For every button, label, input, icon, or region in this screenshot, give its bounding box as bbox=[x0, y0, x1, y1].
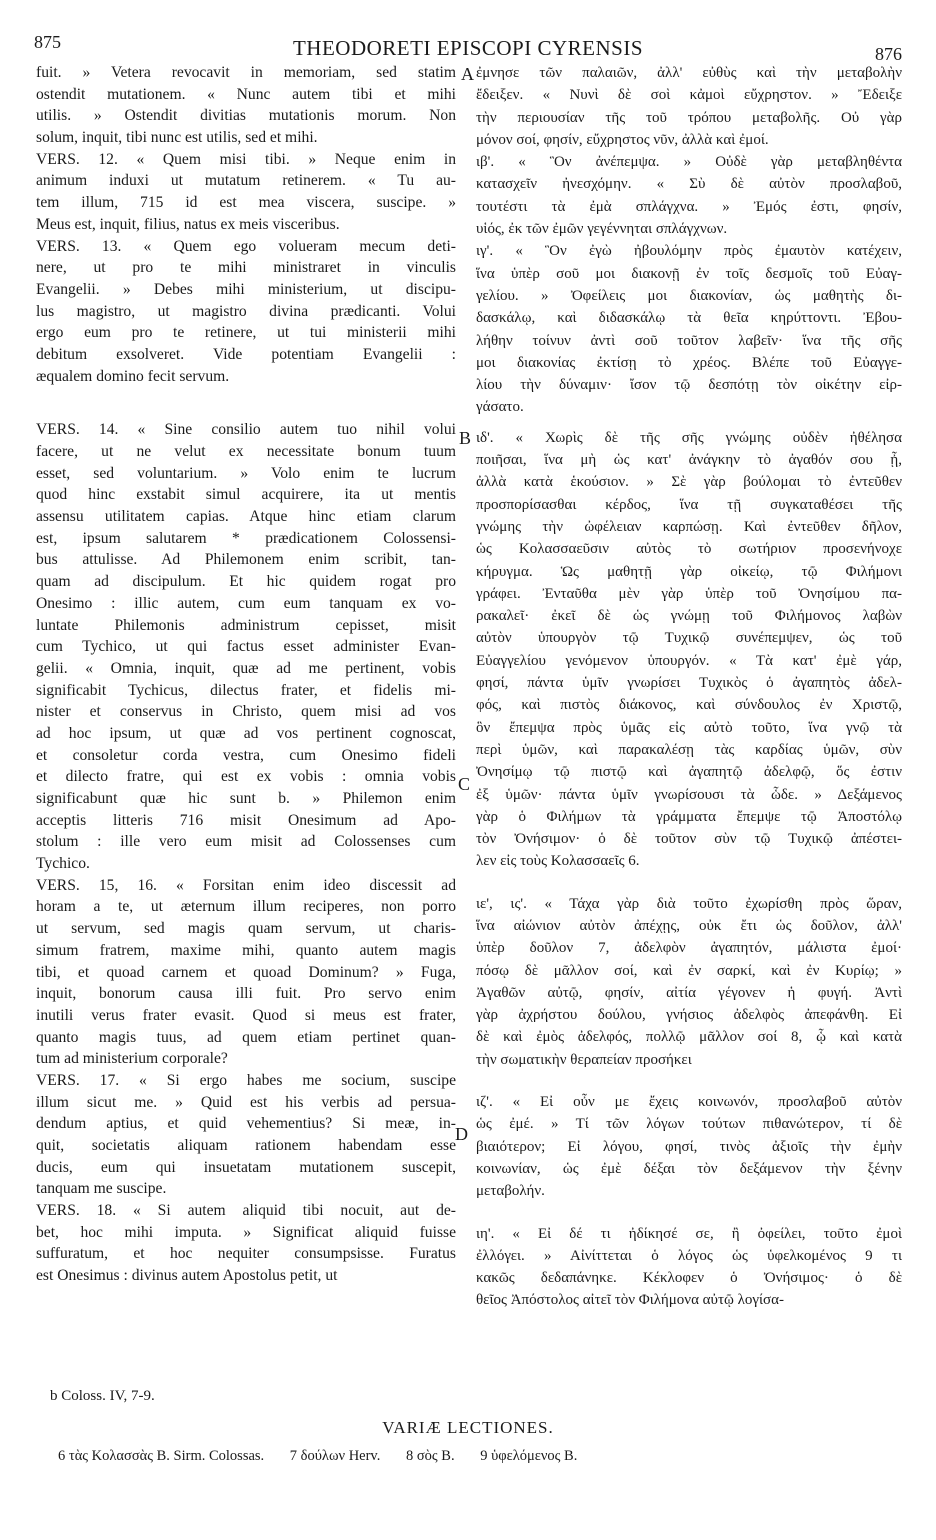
greek-paragraph bbox=[476, 1091, 902, 1202]
latin-paragraph bbox=[36, 149, 456, 236]
text-line: Onesimo : illic autem, cum eum tanquam ex vo- bbox=[36, 594, 456, 612]
text-line: significabit Tychicus, dilectus frater, et fidelis mi- bbox=[36, 681, 456, 699]
text-line: Ὀνησίμῳ τῷ πιστῷ καὶ ἀγαπητῷ ἀδελφῷ, ὅς ἐστιν bbox=[476, 764, 902, 781]
text-line: λήθην τοίνυν ἀντὶ σοῦ τοῦτον λαβεῖν· ἵνα τῆς σῆς bbox=[476, 332, 902, 349]
text-line: ἵνα ὑπὲρ σοῦ μοι διακονῇ ἐν τοῖς δεσμοῖς τοῦ Εὐαγ- bbox=[476, 265, 902, 282]
latin-column bbox=[36, 62, 456, 1287]
text-line: solum, inquit, tibi nunc est utilis, sed et mihi. bbox=[36, 129, 318, 147]
margin-letter-b: B bbox=[459, 428, 472, 448]
text-line: utilis. » Ostendit divitias mutationis morum. Non bbox=[36, 107, 456, 125]
text-line: illum sicut me. » Quid est his verbis ad persua- bbox=[36, 1093, 456, 1111]
text-line: horam a te, ut æternum illum reciperes, non porro bbox=[36, 898, 456, 916]
text-line: λεν εἰς τοὺς Κολασσαεῖς 6. bbox=[476, 853, 640, 870]
text-line: esset, sed voluntarium. » Volo enim te lucrum bbox=[36, 464, 456, 482]
latin-paragraph bbox=[36, 419, 456, 874]
text-line: VERS. 14. « Sine consilio autem tuo nihil volui bbox=[36, 421, 456, 439]
text-line: ιζ'. « Εἰ οὖν με ἔχεις κοινωνόν, προσλαβοῦ αὐτὸν bbox=[476, 1094, 902, 1111]
text-line: κήρυγμα. Ὡς μαθητῇ γὰρ οἰκείῳ, τῷ Φιλήμονι bbox=[476, 563, 902, 580]
text-line: ιγ'. « Ὃν ἐγὼ ἠβουλόμην πρὸς ἐμαυτὸν κατέχειν, bbox=[476, 243, 902, 260]
text-line: ὡς Κολασσαεῦσιν αὐτὸς τὸ σωτήριον προσενήνοχε bbox=[476, 541, 902, 558]
text-line: VERS. 15, 16. « Forsitan enim ideo discessit ad bbox=[36, 876, 456, 894]
text-line: ὃν ἔπεμψα πρὸς ὑμᾶς εἰς αὐτὸ τοῦτο, ἵνα γνῷ τὰ bbox=[476, 719, 902, 736]
text-line: quanto magis tuus, ad quem etiam pertinet quan- bbox=[36, 1028, 456, 1046]
text-line: κοινωνίαν, ὡς ἐμὲ δέξαι τὸν δεξάμενον τὴν ξένην bbox=[476, 1160, 902, 1177]
text-line: ρακαλεῖ· ἐκεῖ δὲ ὡς γνώμῃ τοῦ Φιλήμονος λαβὼν bbox=[476, 608, 902, 625]
text-line: gelii. « Omnia, inquit, quæ ad me pertinent, vobis bbox=[36, 659, 456, 677]
latin-paragraph bbox=[36, 875, 456, 1070]
greek-paragraph bbox=[476, 240, 902, 418]
page-number-left: 875 bbox=[34, 32, 61, 52]
greek-paragraph bbox=[476, 62, 902, 151]
text-line: ut servum, sed magis quam servum, ut charis- bbox=[36, 920, 456, 938]
text-line: Ἀγαθῶν αὐτῷ, φησίν, αἰτία γέγονεν ἡ φυγή. Ἀντὶ bbox=[476, 984, 902, 1001]
page-number-right: 876 bbox=[875, 44, 902, 64]
text-line: πόσῳ δὲ μᾶλλον σοί, καὶ ἐν σαρκί, καὶ ἐν Κυρίῳ; » bbox=[476, 962, 902, 979]
text-line: inquit, bonorum causa illi fuit. Pro servo enim bbox=[36, 985, 456, 1003]
text-line: ποιῆσαι, ἵνα μὴ ὡς κατ' ἀνάγκην τὸ ἀγαθόν σου ᾖ, bbox=[476, 452, 902, 469]
text-line: γράφει. Ἐνταῦθα μὲν γὰρ ὑπὲρ τοῦ Ὀνησίμου πα- bbox=[476, 585, 902, 602]
greek-paragraph bbox=[476, 151, 902, 240]
text-line: nister et conservus in Christo, quem misi ad vos bbox=[36, 703, 456, 721]
text-line: dendum aptius, et quid vehementius? Si meæ, in- bbox=[36, 1115, 456, 1133]
text-line: tem illum, 715 id est mea viscera, suscipe. » bbox=[36, 194, 456, 212]
text-line: animum induxi ut mutatum retinerem. « Tu au- bbox=[36, 172, 456, 190]
text-line: tanquam me suscipe. bbox=[36, 1180, 167, 1198]
text-line: lus magistro, ut magistro divina prædicanti. Volui bbox=[36, 302, 456, 320]
text-line: tibi, et quoad carnem et quoad Dominum? » Fuga, bbox=[36, 963, 456, 981]
text-line: ergo eum pro te retinere, ut tui ministerii mihi bbox=[36, 324, 456, 342]
text-line: υἱός, ἐκ τῶν ἐμῶν γεγέννηται σπλάγχνων. bbox=[476, 221, 728, 238]
text-line: VERS. 12. « Quem misi tibi. » Neque enim in bbox=[36, 150, 456, 168]
text-line: γνώμης τὴν ὠφέλειαν καρπώσῃ. Καὶ ἐντεῦθεν δῆλον, bbox=[476, 518, 902, 535]
text-line: ἀλλὰ κατὰ ἑκούσιον. » Σὲ γὰρ βούλομαι τὸ ἐντεῦθεν bbox=[476, 474, 902, 491]
margin-letter-a: A bbox=[461, 64, 474, 84]
text-line: Evangelii. » Debes mihi ministerium, ut discipu- bbox=[36, 280, 456, 298]
text-line: ὡς ἐμέ. » Τί τῶν λόγων τούτων πιθανώτερον, τί δὲ bbox=[476, 1116, 902, 1133]
text-line: γὰρ ὁ Φιλήμων τὰ γράμματα ἔπεμψε τῷ Ἀποστόλῳ bbox=[476, 808, 902, 825]
text-line: ἐμνησε τῶν παλαιῶν, ἀλλ' εὐθὺς καὶ τὴν μεταβολὴν bbox=[476, 65, 902, 81]
greek-paragraph bbox=[476, 1223, 902, 1312]
text-line: ιδ'. « Χωρὶς δὲ τῆς σῆς γνώμης οὐδὲν ἠθέλησα bbox=[476, 429, 902, 446]
text-line: τὴν περιουσίαν τῆς τοῦ τρόπου μεταβολῆς. Οὐ γὰρ bbox=[476, 109, 902, 126]
text-line: Tychico. bbox=[36, 855, 90, 873]
text-line: significabunt quæ hic sunt b. » Philemon enim bbox=[36, 790, 456, 807]
text-line: ostendit mutationem. « Nunc autem tibi et mihi bbox=[36, 85, 456, 103]
text-line: Εὐαγγελίου γενόμενον ὑπουργόν. « Τὰ κατ' ἐμὲ γάρ, bbox=[476, 652, 902, 669]
variant-reading: 9 ὑφελόμενος B. bbox=[480, 1448, 578, 1464]
text-line: debitum exsolveret. Vide potentiam Evangelii : bbox=[36, 345, 456, 363]
text-line: θεῖος Ἀπόστολος αἰτεῖ τὸν Φιλήμονα αὐτῷ λογίσα- bbox=[476, 1292, 784, 1309]
text-line: ιε', ις'. « Τάχα γὰρ διὰ τοῦτο ἐχωρίσθη πρὸς ὥραν, bbox=[476, 895, 902, 912]
latin-paragraph bbox=[36, 62, 456, 149]
text-line: λίου τὴν δύναμιν· ἴσον τῷ δεσπότῃ τὸν οἰκέτην εἰρ- bbox=[476, 377, 902, 394]
text-line: quam ad discipulum. Et hic quidem rogat pro bbox=[36, 573, 456, 591]
text-line: μόνον σοί, φησίν, εὔχρηστος νῦν, ἀλλὰ καὶ ἐμοί. bbox=[476, 131, 769, 148]
text-line: facere, ut ne velut ex necessitate bonum tuum bbox=[36, 443, 456, 460]
text-line: nere, ut pro te mihi ministraret in vinculis bbox=[36, 259, 456, 277]
text-line: δὲ καὶ ἐμὸς ἀδελφός, πολλῷ μᾶλλον σοί 8, ᾧ καὶ κατὰ bbox=[476, 1029, 902, 1046]
text-line: bus attulisse. Ad Philemonem enim scribit, tan- bbox=[36, 551, 456, 569]
variant-reading: 6 τὰς Κολασσὰς B. Sirm. Colossas. bbox=[58, 1448, 265, 1464]
text-line: αὐτὸν ὑπουργὸν τῷ Τυχικῷ συνέπεμψεν, ὡς τοῦ bbox=[476, 630, 902, 647]
text-line: μοι διακονίας ἐκτίσῃ τὸ χρέος. Βλέπε τοῦ Εὐαγγε- bbox=[476, 354, 902, 371]
text-line: Meus est, inquit, filius, natus ex meis visceribus. bbox=[36, 215, 340, 233]
text-line: ὑπὲρ δοῦλον 7, ἀδελφὸν ἀγαπητόν, μάλιστα ἐμοί· bbox=[476, 940, 902, 957]
text-line: et consoletur corda vestra, cum Onesimo fideli bbox=[36, 746, 456, 764]
text-line: ἔδειξεν. « Νυνὶ δὲ σοὶ κἀμοὶ εὔχρηστον. » Ἔδειξε bbox=[476, 87, 902, 104]
text-line: æqualem domino fecit servum. bbox=[36, 367, 230, 385]
variae-lectiones-title: VARIÆ LECTIONES. bbox=[382, 1418, 554, 1437]
text-line: suffuratum, et hoc nequiter consumpsisse. Furatus bbox=[36, 1245, 456, 1263]
text-line: μεταβολήν. bbox=[476, 1183, 545, 1200]
text-line: luntate Philemonis administrum cepisset, misit bbox=[36, 616, 456, 634]
greek-paragraph bbox=[476, 893, 902, 1071]
text-line: κακῶς δεδαπάνηκε. Κέκλοφεν ὁ Ὀνήσιμος· ὁ δὲ bbox=[476, 1270, 902, 1287]
text-line: ιη'. « Εἰ δέ τι ἠδίκησέ σε, ἢ ὀφείλει, τοῦτο ἐμοὶ bbox=[476, 1225, 902, 1242]
text-line: προσπορίσασθαι κέρδος, ἵνα τῇ συγκαταθέσει τῆς bbox=[476, 496, 902, 513]
text-line: ad hoc ipsum, ut quæ ad vos pertinent cognoscat, bbox=[36, 724, 456, 742]
text-line: τουτέστι τὰ ἐμὰ σπλάγχνα. » Ἐμός ἐστι, φησίν, bbox=[476, 198, 902, 215]
latin-paragraph bbox=[36, 1200, 456, 1287]
running-title: THEODORETI EPISCOPI CYRENSIS bbox=[292, 36, 644, 60]
text-line: inutili verus frater evasit. Quod si meus est frater, bbox=[36, 1006, 456, 1024]
text-line: γελίου. » Ὀφείλεις μοι διακονίαν, ὡς μαθητὴς δι- bbox=[476, 287, 902, 304]
text-line: simum fratrem, maxime mihi, quanto autem magis bbox=[36, 941, 456, 959]
text-line: est, ipsum salutarem * prædicationem Colossensi- bbox=[36, 529, 456, 547]
variae-lectiones-list bbox=[58, 1448, 918, 1465]
text-line: quit, societatis aliquam rationem habendam esse bbox=[36, 1137, 456, 1154]
text-line: ἐξ ὑμῶν· πάντα ὑμῖν γνωρίσουσι τὰ ὧδε. » Δεξάμενος bbox=[476, 786, 902, 803]
text-line: fuit. » Vetera revocavit in memoriam, sed statim bbox=[36, 64, 456, 81]
text-line: φός, καὶ πιστὸς διάκονος, καὶ σύνδουλος ἐν Χριστῷ, bbox=[476, 697, 902, 714]
text-line: est Onesimus : divinus autem Apostolus petit, ut bbox=[36, 1267, 338, 1285]
greek-paragraph bbox=[476, 427, 902, 873]
latin-paragraph bbox=[36, 1070, 456, 1200]
text-line: ἵνα αἰώνιον αὐτὸν ἀπέχῃς, οὐκ ἔτι ὡς δοῦλον, ἀλλ' bbox=[476, 917, 902, 934]
text-line: quod hinc exstabit simul acquirere, ita ut mentis bbox=[36, 486, 456, 504]
footnote-b: b Coloss. IV, 7-9. bbox=[50, 1388, 155, 1404]
variant-reading: 8 σὸς B. bbox=[405, 1448, 455, 1464]
text-line: δασκάλῳ, καὶ διδασκάλῳ τὰ θεῖα κηρύττοντι. Ἐβου- bbox=[476, 310, 902, 327]
text-line: τὴν σωματικὴν θεραπείαν προσήκει bbox=[476, 1051, 692, 1068]
text-line: φησί, πάντα ὑμῖν γνωρίσει Τυχικὸς ὁ ἀγαπητὸς ἀδελ- bbox=[476, 675, 902, 692]
text-line: γάσατο. bbox=[476, 399, 524, 416]
text-line: acceptis litteris 716 misit Onesimum ad Apo- bbox=[36, 811, 456, 829]
text-line: VERS. 13. « Quem ego volueram mecum deti- bbox=[36, 237, 456, 255]
text-line: et dilecto fratre, qui est ex vobis : omnia vobis bbox=[36, 768, 456, 786]
text-line: κατασχεῖν ἠνεσχόμην. « Σὺ δὲ αὐτὸν προσλαβοῦ, bbox=[476, 176, 902, 193]
text-line: γὰρ ἀχρήστου δούλου, γνήσιος ἀδελφὸς ἀπεφάνθη. Εἰ bbox=[476, 1007, 902, 1024]
text-line: ιβ'. « Ὃν ἀνέπεμψα. » Οὐδὲ γὰρ μεταβληθέντα bbox=[476, 154, 902, 171]
text-line: ἐλλόγει. » Αἰνίττεται ὁ λόγος ὡς ὑφελκομένος 9 τι bbox=[476, 1247, 902, 1264]
text-line: assensu utilitatem capias. Atque hinc etiam clarum bbox=[36, 508, 456, 526]
text-line: cum Tychico, ut qui factus esset administer Evan- bbox=[36, 638, 456, 656]
text-line: VERS. 17. « Si ergo habes me socium, suscipe bbox=[36, 1071, 456, 1089]
margin-letter-d: D bbox=[455, 1124, 468, 1144]
text-line: τὸν Ὀνήσιμον· ὁ δὲ τοῦτον σὺν τῷ Τυχικῷ ἀπέστει- bbox=[476, 831, 902, 848]
text-line: bet, hoc mihi imputa. » Significat aliquid fuisse bbox=[36, 1223, 456, 1241]
latin-paragraph bbox=[36, 236, 456, 388]
margin-letter-c: C bbox=[458, 774, 471, 794]
greek-column bbox=[476, 62, 902, 1312]
text-line: βιαιότερον; Εἰ λόγου, φησί, τινὸς ἀξιοῖς τὴν ἐμὴν bbox=[476, 1138, 902, 1155]
text-line: stolum : ille vero eum misit ad Colossenses cum bbox=[36, 833, 456, 851]
variant-reading: 7 δούλων Herv. bbox=[289, 1448, 381, 1464]
text-line: VERS. 18. « Si autem aliquid tibi nocuit, aut de- bbox=[36, 1202, 456, 1220]
text-line: ducis, eum qui insuetatam mutationem suscepit, bbox=[36, 1158, 456, 1176]
text-line: tum ad ministerium corporale? bbox=[36, 1050, 228, 1068]
text-line: περὶ ὑμῶν, καὶ παρακαλέσῃ τὰς καρδίας ὑμῶν, σὺν bbox=[476, 741, 902, 758]
